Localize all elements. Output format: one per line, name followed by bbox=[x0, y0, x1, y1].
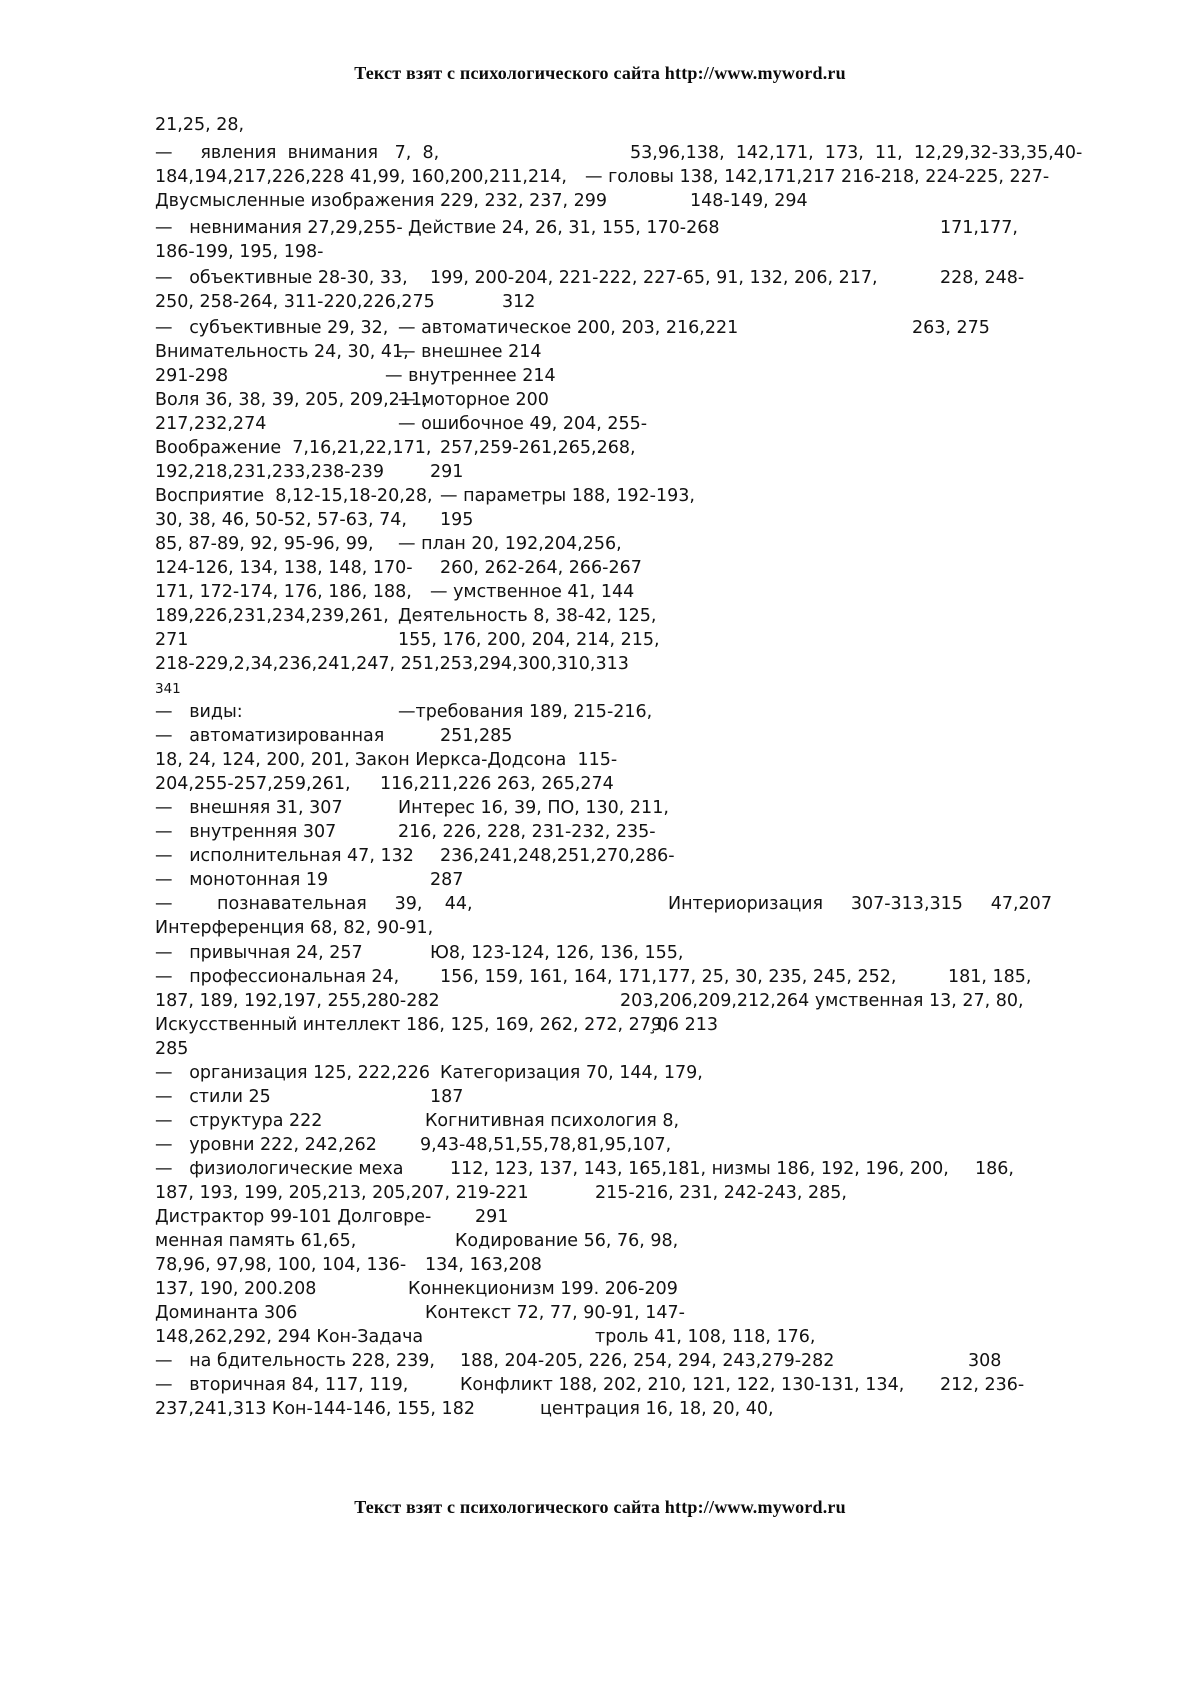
index-line: — субъективные 29, 32, bbox=[155, 318, 389, 338]
index-line: 203,206,209,212,264 умственная 13, 27, 80, bbox=[620, 991, 1024, 1011]
index-line: 124-126, 134, 138, 148, 170- bbox=[155, 558, 413, 578]
index-line: 216, 226, 228, 231-232, 235- bbox=[398, 822, 656, 842]
index-line: — внутреннее 214 bbox=[385, 366, 556, 386]
index-line: — план 20, 192,204,256, bbox=[398, 534, 622, 554]
index-line: 171,177, bbox=[940, 218, 1018, 238]
index-line: — невнимания 27,29,255- bbox=[155, 218, 403, 238]
index-line: 187, 193, 199, 205,213, 205,207, 219-221 bbox=[155, 1183, 529, 1203]
index-line: 312 bbox=[502, 292, 536, 312]
index-line: 218-229,2,34,236,241,247, 251,253,294,300,310,313 bbox=[155, 654, 629, 674]
index-line: — объективные 28-30, 33, bbox=[155, 268, 408, 288]
index-line: Воображение 7,16,21,22,171, bbox=[155, 438, 432, 458]
index-line: Деятельность 8, 38-42, 125, bbox=[398, 606, 657, 626]
index-line: — моторное 200 bbox=[398, 390, 549, 410]
index-line: 291 bbox=[475, 1207, 509, 1227]
index-line: 251,285 bbox=[440, 726, 513, 746]
index-line: — вторичная 84, 117, 119, bbox=[155, 1375, 409, 1395]
index-line: 184,194,217,226,228 41,99, 160,200,211,214, bbox=[155, 167, 567, 187]
index-line: центрация 16, 18, 20, 40, bbox=[540, 1399, 774, 1419]
running-foot: Текст взят с психологического сайта http://www.myword.ru bbox=[354, 1497, 846, 1517]
index-line: 18, 24, 124, 200, 201, bbox=[155, 750, 350, 770]
index-line: — внешнее 214 bbox=[398, 342, 542, 362]
index-line: 9,43-48,51,55,78,81,95,107, bbox=[420, 1135, 672, 1155]
index-line: Действие 24, 26, 31, 155, 170-268 bbox=[408, 218, 720, 238]
index-line: 30, 38, 46, 50-52, 57-63, 74, bbox=[155, 510, 407, 530]
index-line: 181, 185, bbox=[948, 967, 1032, 987]
index-line: 21,25, 28, bbox=[155, 115, 245, 135]
index-line: 187, 189, 192,197, 255,280-282 bbox=[155, 991, 440, 1011]
index-line: — физиологические меха bbox=[155, 1159, 404, 1179]
index-line: — виды: bbox=[155, 702, 243, 722]
index-line: — стили 25 bbox=[155, 1087, 271, 1107]
index-line: — уровни 222, 242,262 bbox=[155, 1135, 377, 1155]
index-line: 285 bbox=[155, 1039, 189, 1059]
index-body bbox=[0, 105, 1200, 1485]
index-line: 291 bbox=[430, 462, 464, 482]
index-line: Контекст 72, 77, 90-91, 147- bbox=[425, 1303, 685, 1323]
index-line: — внешняя 31, 307 bbox=[155, 798, 343, 818]
index-line: Искусственный интеллект 186, 125, 169, 262, 272, 279, bbox=[155, 1015, 668, 1035]
index-line: 271 bbox=[155, 630, 189, 650]
index-line: Коннекционизм 199. 206-209 bbox=[408, 1279, 678, 1299]
index-line: Закон Иеркса-Додсона 115- bbox=[355, 750, 618, 770]
index-line: 148,262,292, 294 Кон-Задача bbox=[155, 1327, 424, 1347]
index-line: 137, 190, 200.208 bbox=[155, 1279, 317, 1299]
index-line: Двусмысленные изображения 229, 232, 237, 299 bbox=[155, 191, 608, 211]
index-line: 215-216, 231, 242-243, 285, bbox=[595, 1183, 847, 1203]
index-line: Восприятие 8,12-15,18-20,28, bbox=[155, 486, 433, 506]
index-line: Дистрактор 99-101 Долговре- bbox=[155, 1207, 432, 1227]
index-line: 195 bbox=[440, 510, 474, 530]
index-line: Конфликт 188, 202, 210, 121, 122, 130-131, 134, bbox=[460, 1375, 905, 1395]
index-line: Интерференция 68, 82, 90-91, bbox=[155, 918, 434, 938]
index-line: 287 bbox=[430, 870, 464, 890]
index-line: 78,96, 97,98, 100, 104, 136- bbox=[155, 1255, 407, 1275]
index-line: 186-199, 195, 198- bbox=[155, 242, 324, 262]
index-line: 260, 262-264, 266-267 bbox=[440, 558, 642, 578]
index-line: 156, 159, 161, 164, 171,177, 25, 30, 235, 245, 252, bbox=[440, 967, 897, 987]
index-line: 188, 204-205, 226, 254, 294, 243,279-282 bbox=[460, 1351, 835, 1371]
index-line: 217,232,274 bbox=[155, 414, 267, 434]
index-line: Интерес 16, 39, ПО, 130, 211, bbox=[398, 798, 669, 818]
index-line: Интериоризация 307-313,315 47,207 bbox=[668, 894, 1052, 914]
index-line: Когнитивная психология 8, bbox=[425, 1111, 680, 1131]
index-line: троль 41, 108, 118, 176, bbox=[595, 1327, 816, 1347]
index-line: 291-298 bbox=[155, 366, 229, 386]
index-line: 204,255-257,259,261, bbox=[155, 774, 351, 794]
index-line: — монотонная 19 bbox=[155, 870, 329, 890]
index-line: 237,241,313 Кон-144-146, 155, 182 bbox=[155, 1399, 475, 1419]
index-line: 148-149, 294 bbox=[690, 191, 808, 211]
index-line: менная память 61,65, bbox=[155, 1231, 357, 1251]
index-line: — профессиональная 24, bbox=[155, 967, 400, 987]
index-line: — внутренняя 307 bbox=[155, 822, 337, 842]
index-line: Воля 36, 38, 39, 205, 209,211, bbox=[155, 390, 428, 410]
index-line: — структура 222 bbox=[155, 1111, 323, 1131]
index-line: —требования 189, 215-216, bbox=[398, 702, 653, 722]
index-line: 186, bbox=[975, 1159, 1014, 1179]
index-line: 341 bbox=[155, 681, 181, 697]
index-line: — умственное 41, 144 bbox=[430, 582, 635, 602]
index-line: 187 bbox=[430, 1087, 464, 1107]
index-line: — явления внимания 7, 8, bbox=[155, 143, 440, 163]
index-line: 308 bbox=[968, 1351, 1002, 1371]
index-line: 171, 172-174, 176, 186, 188, bbox=[155, 582, 412, 602]
index-line: 134, 163,208 bbox=[425, 1255, 542, 1275]
index-line: — организация 125, 222,226 bbox=[155, 1063, 431, 1083]
index-line: 189,226,231,234,239,261, bbox=[155, 606, 389, 626]
index-line: 257,259-261,265,268, bbox=[440, 438, 636, 458]
index-line: — исполнительная 47, 132 bbox=[155, 846, 414, 866]
index-line: — познавательная 39, 44, bbox=[155, 894, 473, 914]
index-line: 228, 248- bbox=[940, 268, 1025, 288]
index-line: — автоматическое 200, 203, 216,221 bbox=[398, 318, 739, 338]
index-line: 53,96,138, 142,171, 173, 11, 12,29,32-33,35,40- bbox=[630, 143, 1083, 163]
index-line: Кодирование 56, 76, 98, bbox=[455, 1231, 679, 1251]
index-line: ¸06 213 bbox=[648, 1015, 718, 1035]
index-line: 263, 275 bbox=[912, 318, 990, 338]
index-line: — ошибочное 49, 204, 255- bbox=[398, 414, 648, 434]
index-line: Категоризация 70, 144, 179, bbox=[440, 1063, 703, 1083]
index-line: — автоматизированная bbox=[155, 726, 385, 746]
index-line: — на бдительность 228, 239, bbox=[155, 1351, 435, 1371]
index-line: — привычная 24, 257 bbox=[155, 943, 363, 963]
index-line: — головы 138, 142,171,217 216-218, 224-225, 227- bbox=[585, 167, 1050, 187]
index-line: 250, 258-264, 311-220,226,275 bbox=[155, 292, 435, 312]
index-line: 116,211,226 263, 265,274 bbox=[380, 774, 614, 794]
index-line: 85, 87-89, 92, 95-96, 99, bbox=[155, 534, 374, 554]
index-line: — параметры 188, 192-193, bbox=[440, 486, 695, 506]
index-line: 112, 123, 137, 143, 165,181, низмы 186, 192, 196, 200, bbox=[450, 1159, 949, 1179]
index-line: 199, 200-204, 221-222, 227-65, 91, 132, 206, 217, bbox=[430, 268, 878, 288]
index-line: Внимательность 24, 30, 41, bbox=[155, 342, 409, 362]
index-line: Ю8, 123-124, 126, 136, 155, bbox=[430, 943, 684, 963]
index-line: 212, 236- bbox=[940, 1375, 1025, 1395]
index-line: 155, 176, 200, 204, 214, 215, bbox=[398, 630, 660, 650]
index-line: Доминанта 306 bbox=[155, 1303, 298, 1323]
index-line: 192,218,231,233,238-239 bbox=[155, 462, 384, 482]
index-line: 236,241,248,251,270,286- bbox=[440, 846, 675, 866]
running-head: Текст взят с психологического сайта http://www.myword.ru bbox=[354, 63, 846, 83]
